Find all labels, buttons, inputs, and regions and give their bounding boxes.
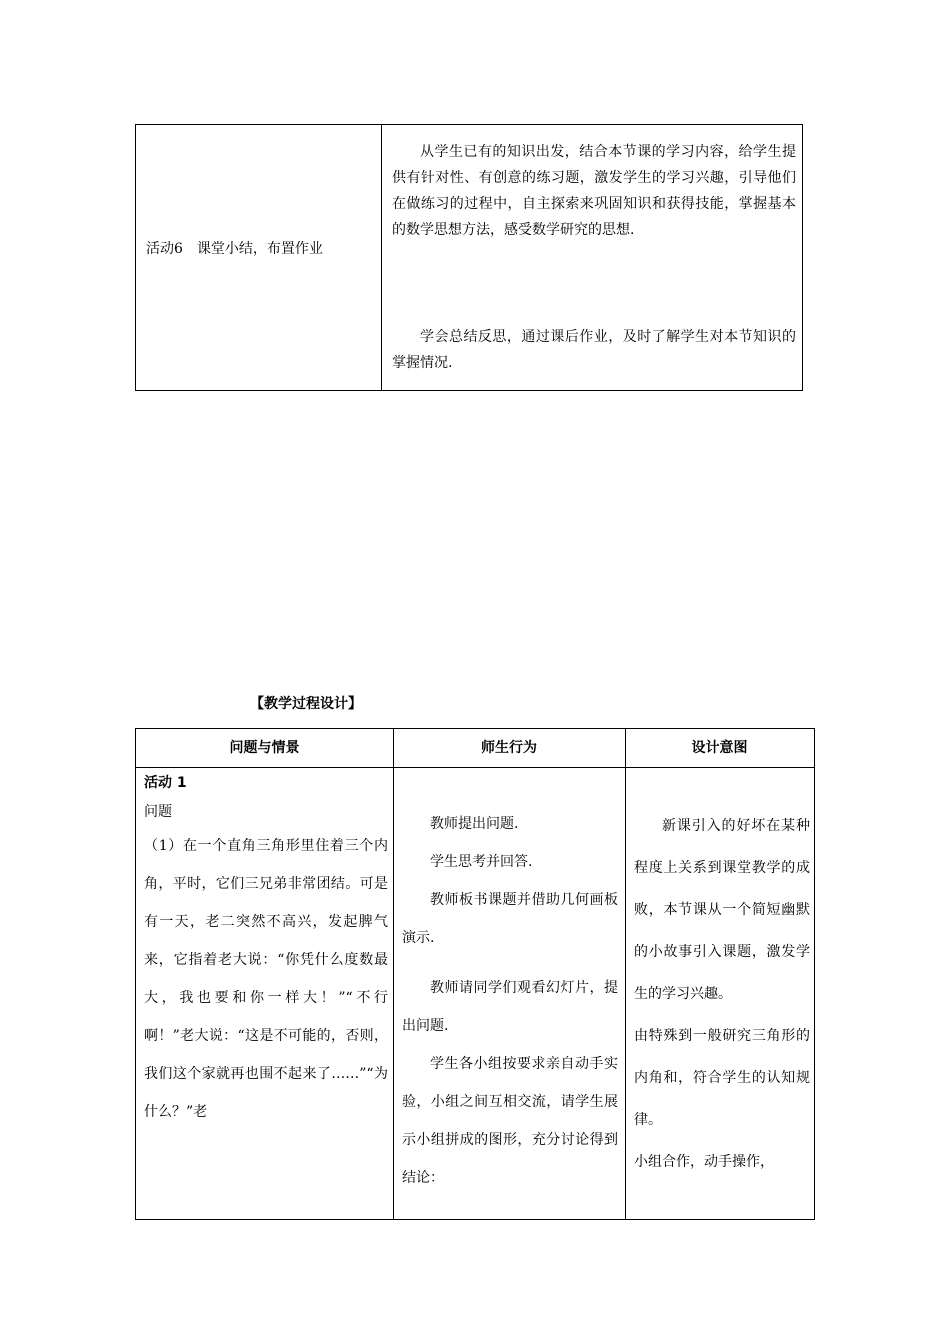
question-label: 问题 (144, 804, 172, 820)
header-divider (136, 767, 814, 768)
intent-item: 由特殊到一般研究三角形的内角和，符合学生的认知规律。 (634, 1028, 810, 1128)
column-divider (381, 125, 382, 390)
column-divider (393, 729, 394, 1219)
activity-1-label: 活动 1 (144, 775, 187, 791)
story-text: （1）在一个直角三角形里住着三个内角，平时，它们三兄弟非常团结。可是有一天，老二突然不高兴，发起脾气来，它指着老大说：“你凭什么度数最大，我也要和你一样大！”“不行啊！”老大说：“这是不可能的，否则，我们这个家就再也围不起来了……”“为什么？”老 (144, 838, 388, 1120)
action-item: 学生思考并回答. (430, 854, 533, 870)
question-scenario-cell (144, 771, 388, 1131)
header-teacher-student-actions: 师生行为 (481, 740, 537, 756)
summary-table (135, 124, 803, 391)
action-item: 学生各小组按要求亲自动手实验，小组之间互相交流，请学生展示小组拼成的图形，充分讨论得到结论： (402, 1056, 618, 1186)
header-question-scenario: 问题与情景 (229, 740, 300, 756)
teaching-process-table (135, 728, 815, 1220)
design-intent-paragraph-1: 从学生已有的知识出发，结合本节课的学习内容，给学生提供有针对性、有创意的练习题，激发学生的学习兴趣，引导他们在做练习的过程中，自主探索来巩固知识和获得技能，掌握基本的数学思想方法，感受数学研究的思想. (392, 144, 796, 238)
intent-item: 小组合作，动手操作， (634, 1154, 774, 1170)
action-item: 教师提出问题. (430, 816, 519, 832)
section-title: 【教学过程设计】 (250, 696, 362, 712)
actions-cell (402, 805, 618, 1197)
action-item: 教师板书课题并借助几何画板演示. (402, 892, 618, 946)
intent-cell (634, 805, 810, 1183)
design-intent-paragraph-2: 学会总结反思，通过课后作业，及时了解学生对本节知识的掌握情况. (392, 329, 796, 371)
action-item: 教师请同学们观看幻灯片，提出问题. (402, 980, 618, 1034)
column-divider (625, 729, 626, 1219)
intent-item: 新课引入的好坏在某种程度上关系到课堂教学的成败，本节课从一个简短幽默的小故事引入课题，激发学生的学习兴趣。 (634, 818, 810, 1002)
header-design-intent: 设计意图 (691, 740, 748, 756)
activity-6-label: 活动6 课堂小结，布置作业 (146, 241, 323, 257)
